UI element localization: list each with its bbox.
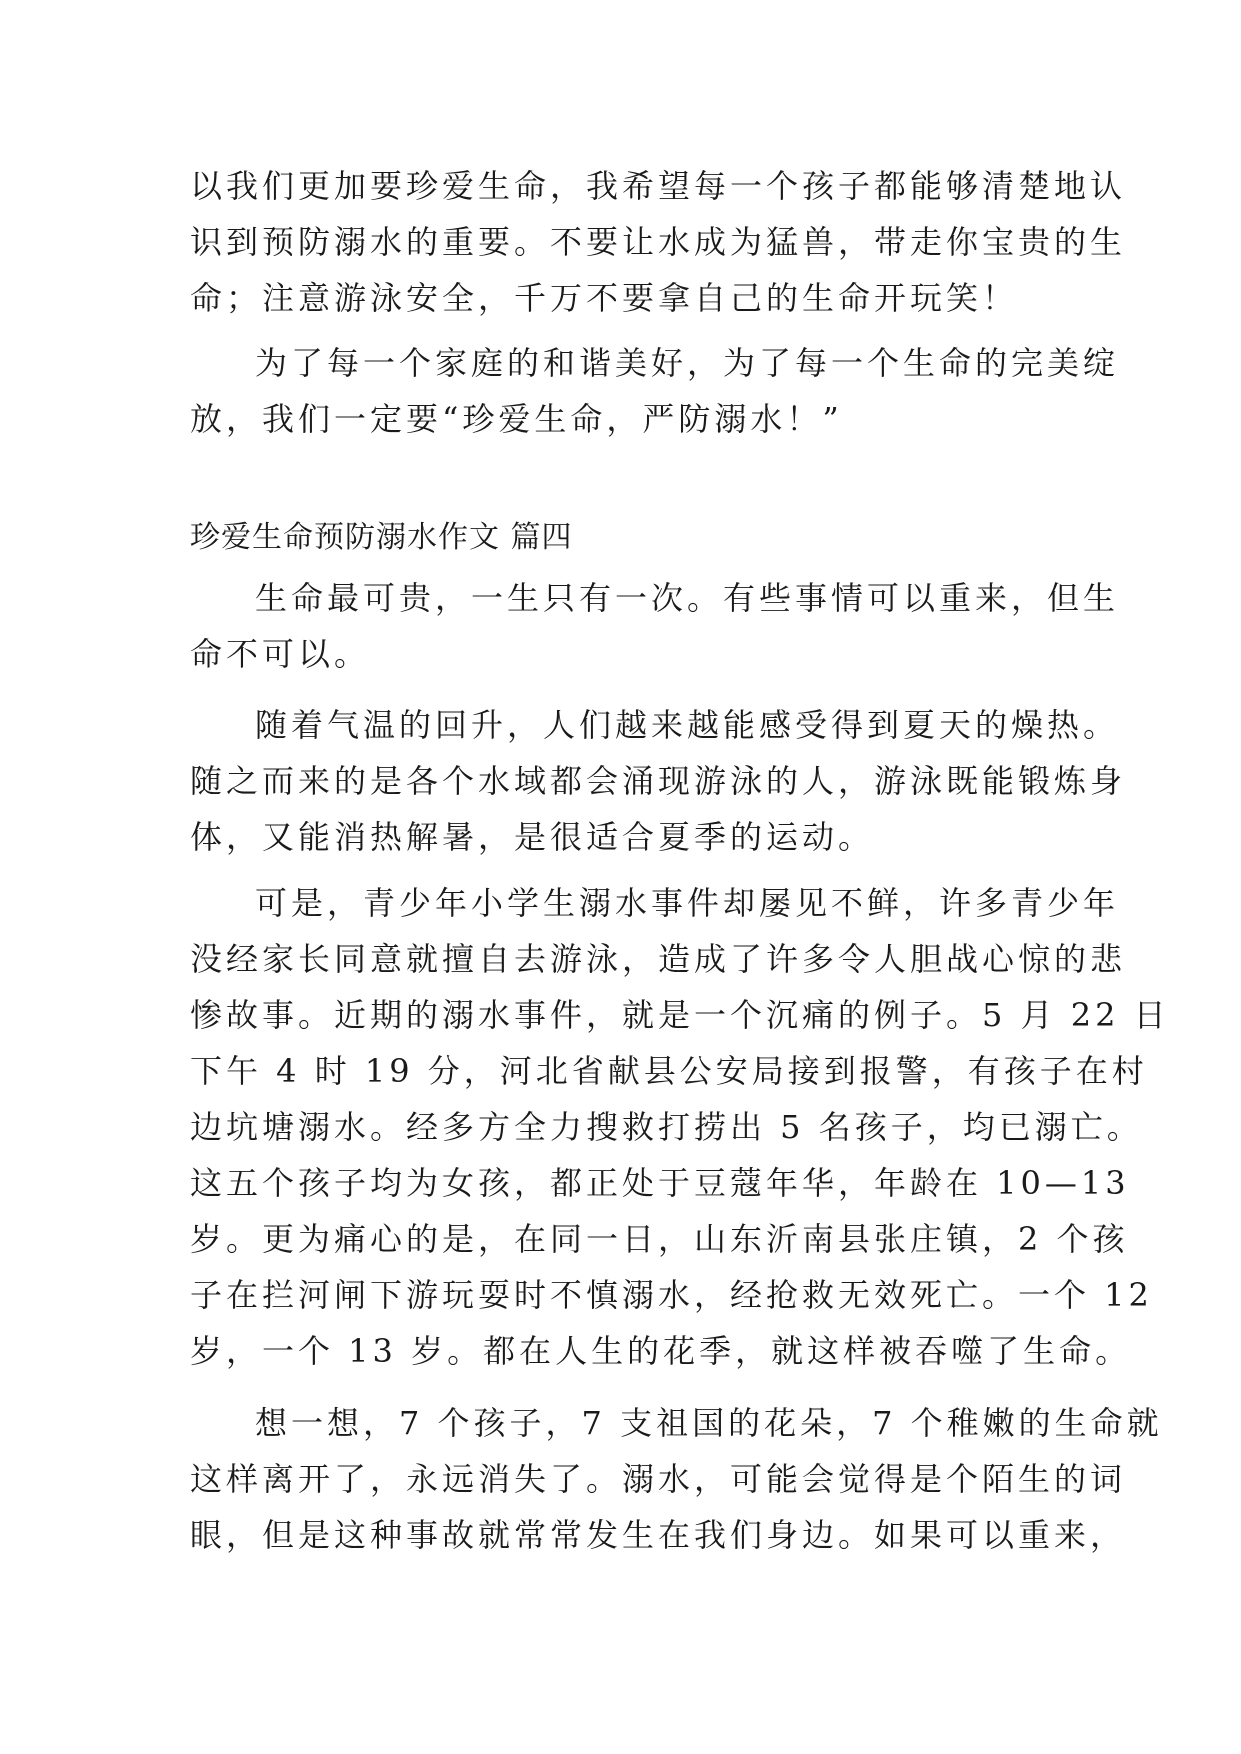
text-line: 放，我们一定要“珍爱生命，严防溺水！” [190,400,843,438]
paragraph-first-line: 随着气温的回升，人们越来越能感受得到夏天的燥热。 [255,706,1120,744]
text-line: 岁。更为痛心的是，在同一日，山东沂南县张庄镇，2 个孩 [190,1220,1129,1258]
text-line: 识到预防溺水的重要。不要让水成为猛兽，带走你宝贵的生 [190,223,1127,261]
text-line: 以我们更加要珍爱生命，我希望每一个孩子都能够清楚地认 [190,167,1127,205]
text-line: 随之而来的是各个水域都会涌现游泳的人，游泳既能锻炼身 [190,762,1127,800]
text-line: 命不可以。 [190,635,371,673]
text-line: 这五个孩子均为女孩，都正处于豆蔻年华，年龄在 10—13 [190,1164,1130,1202]
text-line: 命；注意游泳安全，千万不要拿自己的生命开玩笑！ [190,279,1019,317]
text-line: 子在拦河闸下游玩耍时不慎溺水，经抢救无效死亡。一个 12 [190,1276,1153,1314]
text-line: 这样离开了，永远消失了。溺水，可能会觉得是个陌生的词 [190,1460,1127,1498]
section-heading: 珍爱生命预防溺水作文 篇四 [190,520,573,555]
text-line: 岁，一个 13 岁。都在人生的花季，就这样被吞噬了生命。 [190,1332,1132,1370]
text-line: 边坑塘溺水。经多方全力搜救打捞出 5 名孩子，均已溺亡。 [190,1108,1143,1146]
text-line: 惨故事。近期的溺水事件，就是一个沉痛的例子。5 月 22 日 [190,996,1170,1034]
paragraph-first-line: 可是，青少年小学生溺水事件却屡见不鲜，许多青少年 [255,884,1120,922]
text-line: 下午 4 时 19 分，河北省献县公安局接到报警，有孩子在村 [190,1052,1148,1090]
text-line: 没经家长同意就擅自去游泳，造成了许多令人胆战心惊的悲 [190,940,1127,978]
text-line: 体，又能消热解暑，是很适合夏季的运动。 [190,818,875,856]
paragraph-first-line: 想一想，7 个孩子，7 支祖国的花朵，7 个稚嫩的生命就 [255,1404,1163,1442]
text-line: 眼，但是这种事故就常常发生在我们身边。如果可以重来， [190,1516,1127,1554]
paragraph-first-line: 生命最可贵，一生只有一次。有些事情可以重来，但生 [255,579,1120,617]
paragraph-first-line: 为了每一个家庭的和谐美好，为了每一个生命的完美绽 [255,344,1120,382]
